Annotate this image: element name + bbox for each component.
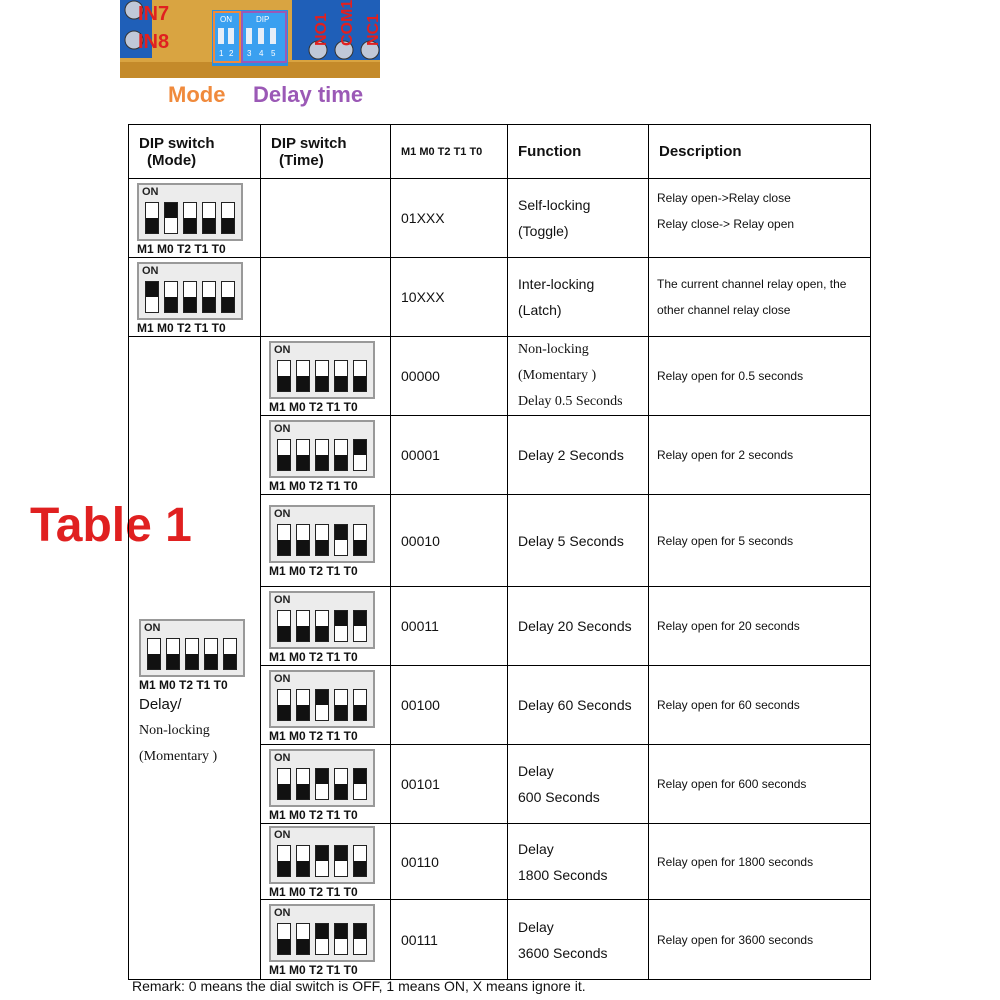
dip-switch-1-off	[277, 845, 291, 877]
dip-knob	[335, 455, 347, 470]
dip-switch-3-off	[315, 360, 329, 392]
dip-knob	[186, 654, 198, 669]
dip-switch-4-on	[334, 845, 348, 877]
code-cell: 00101	[391, 745, 508, 824]
dip-switch-3-on	[315, 845, 329, 877]
dip-knob	[278, 939, 290, 954]
time-dip-cell	[261, 337, 391, 416]
board-label-in8: IN8	[138, 31, 170, 53]
dip-switch-caption: M1 M0 T2 T1 T0	[269, 478, 358, 493]
dip-switch-body	[137, 183, 243, 241]
dip-switch-table	[128, 124, 871, 980]
code-cell: 00111	[391, 900, 508, 980]
dip-switch-2-off	[296, 689, 310, 721]
dip-knob	[222, 218, 234, 233]
dip-knob	[167, 654, 179, 669]
dip-knob	[316, 455, 328, 470]
dip-switch-2-off	[296, 610, 310, 642]
function-line-1: Delay 5 Seconds	[518, 532, 624, 549]
dip-knob	[316, 376, 328, 391]
dip-switch-3-on	[315, 923, 329, 955]
dip-switch-3-off	[185, 638, 199, 670]
dip-switch-body	[269, 904, 375, 962]
dip-switch-graphic	[269, 420, 375, 493]
code-cell: 01XXX	[391, 179, 508, 258]
dip-knob	[165, 203, 177, 218]
code-cell: 00010	[391, 495, 508, 587]
dip-knob	[354, 705, 366, 720]
dip-knob	[297, 626, 309, 641]
description-cell: Relay open for 1800 seconds	[649, 824, 871, 900]
function-line-1: Self-locking	[518, 197, 591, 213]
function-cell	[508, 416, 649, 495]
dip-switch-caption: M1 M0 T2 T1 T0	[269, 399, 358, 414]
dip-knob	[335, 705, 347, 720]
dip-switch-caption: M1 M0 T2 T1 T0	[269, 807, 358, 822]
mode-dip-cell	[129, 258, 261, 337]
dip-knob	[335, 846, 347, 861]
dip-knob	[148, 654, 160, 669]
function-line-2: (Momentary )	[518, 368, 597, 383]
header-description: Description	[649, 125, 871, 179]
header-code: M1 M0 T2 T1 T0	[391, 125, 508, 179]
dip-switch-body	[269, 826, 375, 884]
dip-switch-graphic	[269, 904, 375, 977]
function-line-1: Delay	[518, 840, 554, 857]
dip-on-label: ON	[142, 185, 159, 198]
description-cell: Relay open for 5 seconds	[649, 495, 871, 587]
function-line-2: 3600 Seconds	[518, 944, 608, 961]
dip-switch-caption: M1 M0 T2 T1 T0	[137, 241, 226, 256]
dip-knob	[278, 540, 290, 555]
dip-on-label: ON	[144, 621, 161, 634]
code-cell: 00011	[391, 587, 508, 666]
dip-switch-3-off	[315, 610, 329, 642]
dip-switch-body	[269, 591, 375, 649]
dip-knob	[335, 525, 347, 540]
function-line-1: Delay 2 Seconds	[518, 447, 624, 463]
dip-switch-1-off	[277, 524, 291, 556]
board-label-in7: IN7	[138, 3, 170, 25]
dip-switch-2-off	[164, 281, 178, 313]
header-mode	[129, 125, 261, 179]
dip-switch-5-off	[223, 638, 237, 670]
function-cell	[508, 824, 649, 900]
dip-switch-body	[137, 262, 243, 320]
header-function: Function	[508, 125, 649, 179]
dip-on-label: ON	[274, 422, 291, 435]
dip-switch-body	[269, 749, 375, 807]
mode-dip-cell	[129, 179, 261, 258]
dip-knob	[335, 611, 347, 626]
header-time-line2: (Time)	[279, 151, 324, 169]
function-cell	[508, 666, 649, 745]
dip-switch-4-off	[202, 281, 216, 313]
board-switch-number-5: 5	[271, 49, 276, 58]
dip-knob	[278, 705, 290, 720]
delay-mode-text	[139, 692, 260, 770]
code-cell: 00001	[391, 416, 508, 495]
dip-switch-5-on	[353, 439, 367, 471]
dip-switch-1-off	[277, 768, 291, 800]
dip-knob	[278, 626, 290, 641]
dip-switch-4-off	[334, 360, 348, 392]
table-label: Table 1	[30, 499, 192, 552]
dip-knob	[316, 540, 328, 555]
dip-knob	[354, 861, 366, 876]
function-line-1: Inter-locking	[518, 276, 595, 292]
table-row-delay	[129, 337, 871, 416]
dip-switch-graphic	[269, 670, 375, 743]
dip-switch-4-off	[204, 638, 218, 670]
dip-on-label: ON	[274, 829, 291, 841]
description-cell	[649, 179, 871, 258]
code-cell: 10XXX	[391, 258, 508, 337]
dip-knob	[278, 784, 290, 799]
dip-switch-1-off	[277, 439, 291, 471]
description-line-1: The current channel relay open, the	[657, 277, 847, 291]
dip-switch-graphic	[269, 591, 375, 664]
header-mode-line2: (Mode)	[147, 151, 197, 169]
dip-switch-5-off	[353, 524, 367, 556]
dip-knob	[184, 297, 196, 312]
dip-switch-caption: M1 M0 T2 T1 T0	[269, 649, 358, 664]
board-switch-number-3: 3	[247, 49, 252, 58]
dip-switch-caption: M1 M0 T2 T1 T0	[269, 963, 358, 977]
description-cell: Relay open for 3600 seconds	[649, 900, 871, 980]
time-dip-cell	[261, 416, 391, 495]
description-cell: Relay open for 60 seconds	[649, 666, 871, 745]
dip-switch-body	[269, 670, 375, 728]
code-cell: 00110	[391, 824, 508, 900]
function-line-2: 1800 Seconds	[518, 866, 608, 883]
dip-switch-2-off	[296, 923, 310, 955]
dip-switch-body	[269, 341, 375, 399]
board-label-no1: NO1	[313, 13, 330, 46]
dip-switch-3-off	[183, 281, 197, 313]
dip-knob	[354, 376, 366, 391]
header-mode-line1: DIP switch	[139, 134, 215, 152]
dip-switch-4-on	[334, 610, 348, 642]
dip-knob	[146, 218, 158, 233]
board-switch-number-4: 4	[259, 49, 264, 58]
time-dip-cell	[261, 900, 391, 980]
dip-switch-3-on	[315, 689, 329, 721]
dip-switch-2-on	[164, 202, 178, 234]
dip-switch-5-off	[221, 281, 235, 313]
dip-switch-4-off	[334, 439, 348, 471]
dip-switch-1-off	[145, 202, 159, 234]
function-cell	[508, 258, 649, 337]
table-header-row	[129, 125, 871, 179]
dip-switch-body	[269, 505, 375, 563]
dip-switch-5-on	[353, 768, 367, 800]
function-line-1: Delay	[518, 918, 554, 935]
board-label-nc1: NC1	[365, 13, 382, 46]
dip-switch-1-on	[145, 281, 159, 313]
dip-switch-2-off	[296, 845, 310, 877]
function-line-1: Non-locking	[518, 342, 589, 357]
dip-switch-4-off	[334, 689, 348, 721]
code-cell: 00000	[391, 337, 508, 416]
dip-switch-caption: M1 M0 T2 T1 T0	[139, 677, 228, 692]
dip-switch-1-off	[147, 638, 161, 670]
dip-switch-1-off	[277, 610, 291, 642]
dip-knob	[278, 861, 290, 876]
dip-switch-1-off	[277, 923, 291, 955]
board-label-com1: COM1	[339, 0, 356, 46]
mode-label: Mode	[168, 82, 226, 107]
table-row-self-locking	[129, 179, 871, 258]
dip-knob	[278, 455, 290, 470]
description-line-2: other channel relay close	[657, 303, 791, 317]
dip-switch-caption: M1 M0 T2 T1 T0	[269, 728, 358, 743]
dip-switch-5-on	[353, 610, 367, 642]
dip-knob	[354, 540, 366, 555]
dip-knob	[316, 769, 328, 784]
header-time	[261, 125, 391, 179]
time-dip-cell	[261, 666, 391, 745]
dip-knob	[278, 376, 290, 391]
table-row-inter-locking	[129, 258, 871, 337]
dip-knob	[316, 626, 328, 641]
description-line-1: Relay open->Relay close	[657, 191, 791, 205]
dip-knob	[297, 939, 309, 954]
time-dip-cell	[261, 745, 391, 824]
dip-switch-body	[269, 420, 375, 478]
delay-mode-line-1: Delay/	[139, 695, 182, 713]
dip-switch-body	[139, 619, 245, 677]
dip-switch-1-off	[277, 360, 291, 392]
function-cell	[508, 337, 649, 416]
description-cell: Relay open for 2 seconds	[649, 416, 871, 495]
dip-switch-caption: M1 M0 T2 T1 T0	[269, 885, 358, 899]
dip-on-label: ON	[274, 593, 291, 606]
dip-switch-4-on	[334, 923, 348, 955]
header-time-line1: DIP switch	[271, 134, 347, 152]
dip-switch-graphic	[139, 619, 245, 692]
dip-switch-3-off	[183, 202, 197, 234]
dip-switch-graphic	[269, 826, 375, 899]
remark-text: Remark: 0 means the dial switch is OFF, 1 means ON, X means ignore it.	[132, 978, 586, 994]
time-dip-cell-empty	[261, 179, 391, 258]
dip-knob	[354, 924, 366, 939]
dip-switch-2-off	[166, 638, 180, 670]
dip-knob	[297, 784, 309, 799]
dip-knob	[297, 861, 309, 876]
function-line-2: (Toggle)	[518, 223, 569, 239]
function-line-2: 600 Seconds	[518, 789, 600, 805]
board-switch-number-1: 1	[219, 49, 224, 58]
board-switch-number-2: 2	[229, 49, 234, 58]
code-cell: 00100	[391, 666, 508, 745]
dip-switch-5-off	[353, 360, 367, 392]
delay-mode-line-3: (Momentary )	[139, 748, 218, 764]
time-dip-cell-empty	[261, 258, 391, 337]
dip-knob	[203, 218, 215, 233]
dip-on-label: ON	[274, 343, 291, 356]
dip-switch-2-off	[296, 439, 310, 471]
dip-switch-2-off	[296, 524, 310, 556]
dip-switch-5-off	[221, 202, 235, 234]
dip-switch-graphic	[269, 749, 375, 822]
dip-knob	[335, 376, 347, 391]
delay-time-label: Delay time	[253, 82, 364, 107]
delay-mode-cell	[129, 337, 261, 980]
dip-on-label: ON	[274, 751, 291, 764]
board-photo	[120, 0, 380, 78]
dip-knob	[297, 455, 309, 470]
dip-knob	[297, 705, 309, 720]
function-cell	[508, 495, 649, 587]
dip-knob	[354, 611, 366, 626]
dip-knob	[335, 924, 347, 939]
dip-knob	[224, 654, 236, 669]
time-dip-cell	[261, 587, 391, 666]
dip-knob	[354, 440, 366, 455]
dip-switch-caption: M1 M0 T2 T1 T0	[269, 564, 358, 578]
dip-switch-2-off	[296, 768, 310, 800]
dip-knob	[184, 218, 196, 233]
dip-switch-4-on	[334, 524, 348, 556]
dip-on-label: ON	[274, 907, 291, 919]
dip-knob	[316, 846, 328, 861]
dip-switch-3-on	[315, 768, 329, 800]
dip-knob	[205, 654, 217, 669]
function-line-1: Delay 60 Seconds	[518, 697, 632, 713]
dip-knob	[316, 924, 328, 939]
time-dip-cell	[261, 495, 391, 587]
dip-switch-graphic	[137, 183, 243, 256]
dip-knob	[297, 376, 309, 391]
dip-switch-caption: M1 M0 T2 T1 T0	[137, 320, 226, 335]
description-cell: Relay open for 600 seconds	[649, 745, 871, 824]
dip-switch-5-off	[353, 845, 367, 877]
function-cell	[508, 745, 649, 824]
time-dip-cell	[261, 824, 391, 900]
dip-on-label: ON	[274, 672, 291, 685]
function-line-1: Delay 20 Seconds	[518, 618, 632, 634]
function-line-2: (Latch)	[518, 302, 562, 318]
dip-switch-3-off	[315, 439, 329, 471]
function-cell	[508, 587, 649, 666]
dip-knob	[165, 297, 177, 312]
board-label-on: ON	[220, 15, 232, 24]
dip-knob	[316, 690, 328, 705]
description-line-2: Relay close-> Relay open	[657, 217, 795, 231]
description-cell	[649, 258, 871, 337]
dip-knob	[354, 769, 366, 784]
delay-mode-line-2: Non-locking	[139, 722, 210, 738]
function-line-1: Delay	[518, 763, 554, 779]
dip-switch-5-off	[353, 689, 367, 721]
dip-switch-1-off	[277, 689, 291, 721]
function-line-3: Delay 0.5 Seconds	[518, 394, 623, 409]
dip-on-label: ON	[142, 264, 159, 277]
dip-knob	[146, 282, 158, 297]
function-cell	[508, 900, 649, 980]
dip-switch-graphic	[137, 262, 243, 335]
dip-switch-3-off	[315, 524, 329, 556]
description-cell: Relay open for 0.5 seconds	[649, 337, 871, 416]
dip-switch-4-off	[202, 202, 216, 234]
dip-switch-graphic	[269, 505, 375, 578]
dip-on-label: ON	[274, 508, 291, 520]
board-label-dip: DIP	[256, 15, 270, 24]
dip-switch-graphic	[269, 341, 375, 414]
dip-switch-2-off	[296, 360, 310, 392]
dip-knob	[222, 297, 234, 312]
dip-switch-5-on	[353, 923, 367, 955]
dip-knob	[203, 297, 215, 312]
dip-knob	[297, 540, 309, 555]
description-cell: Relay open for 20 seconds	[649, 587, 871, 666]
function-cell	[508, 179, 649, 258]
dip-knob	[335, 784, 347, 799]
dip-switch-4-off	[334, 768, 348, 800]
